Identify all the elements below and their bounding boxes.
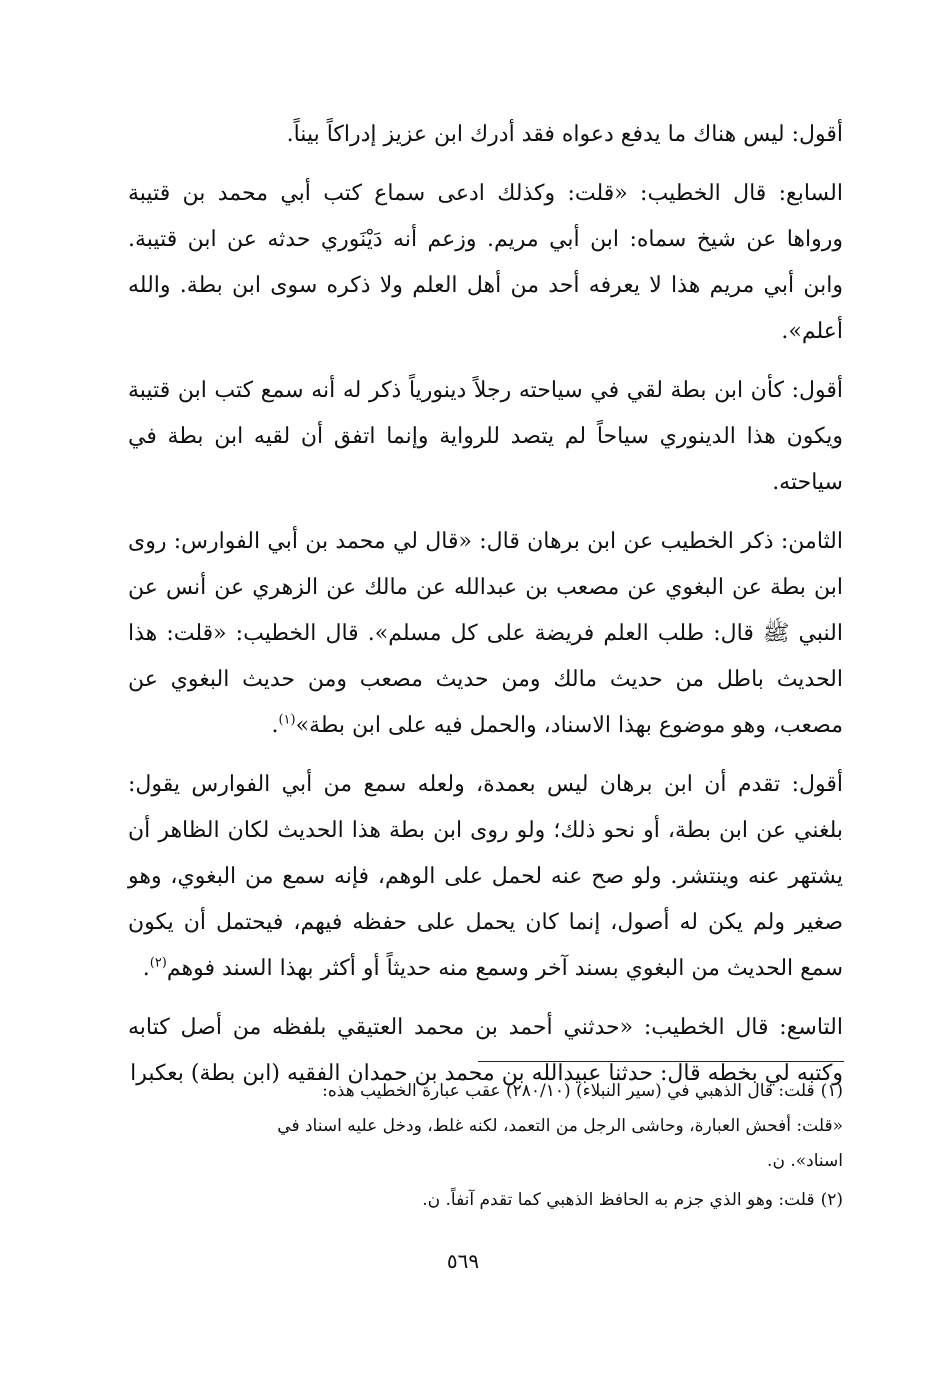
- paragraph-2: [128, 171, 843, 355]
- paragraph-1-text: أقول: ليس هناك ما يدفع دعواه فقد أدرك ابن عزيز إدراكاً بيناً.: [286, 122, 843, 147]
- paragraph-6-text: التاسع: قال الخطيب: «حدثني أحمد بن محمد العتيقي بلفظه من أصل كتابه وكتبه لي بخطه قال: حدثنا عبيدالله بن محمد بن حمدان الفقيه (ابن بطة) بعكبرا: [128, 1015, 843, 1086]
- paragraph-3: [128, 368, 843, 506]
- paragraph-4: [128, 519, 843, 749]
- paragraph-4-text: الثامن: ذكر الخطيب عن ابن برهان قال: «قال لي محمد بن أبي الفوارس: روى ابن بطة عن البغوي عن مصعب بن عبدالله عن مالك عن الزهري عن أنس عن النبي ﷺ قال: طلب العلم فريضة على كل مسلم». قال الخطيب: «قلت: هذا الحديث باطل من حديث مالك ومن حديث مصعب ومن حديث البغوي عن مصعب، وهو موضوع بهذا الاسناد، والحمل فيه على ابن بطة»: [128, 529, 843, 738]
- footnote-1: [128, 1074, 843, 1179]
- footnote-2-line-1-text: قلت: وهو الذي جزم به الحافظ الذهبي كما تقدم آنفاً. ن.: [422, 1190, 815, 1210]
- footnote-1-line-1-text: قلت: قال الذهبي في (سير النبلاء) (٢٨٠/١٠) عقب عبارة الخطيب هذه:: [322, 1081, 815, 1101]
- footnote-ref-2: (٢): [149, 955, 167, 971]
- footnote-2: [128, 1183, 843, 1218]
- main-text: [128, 112, 843, 1110]
- paragraph-5-text: أقول: تقدم أن ابن برهان ليس بعمدة، ولعله سمع من أبي الفوارس يقول: بلغني عن ابن بطة، أو نحو ذلك؛ ولو روى ابن بطة هذا الحديث لكان الظاهر أن يشتهر عنه وينتشر. ولو صح عنه لحمل على الوهم، فإنه سمع من البغوي، وهو صغير ولم يكن له أصول، إنما كان يحمل على حفظه فيهم، فيحتمل أن يكون سمع الحديث من البغوي بسند آخر وسمع منه حديثاً أو أكثر بهذا السند فوهم: [128, 772, 843, 981]
- paragraph-3-text: أقول: كأن ابن بطة لقي في سياحته رجلاً دينورياً ذكر له أنه سمع كتب ابن قتيبة ويكون هذا الدينوري سياحاً لم يتصد للرواية وإنما اتفق أن لقيه ابن بطة في سياحته.: [128, 378, 843, 495]
- page-number: ٥٦٩: [446, 1249, 480, 1273]
- footnote-1-line-2: «قلت: أفحش العبارة، وحاشى الرجل من التعمد، لكنه غلط، ودخل عليه اسناد في: [277, 1116, 843, 1136]
- footnote-2-line-1: [128, 1183, 843, 1218]
- footnote-divider: [478, 1061, 844, 1062]
- paragraph-5-end: .: [142, 956, 150, 981]
- paragraph-2-text: السابع: قال الخطيب: «قلت: وكذلك ادعى سماع كتب أبي محمد بن قتيبة ورواها عن شيخ سماه: ابن أبي مريم. وزعم أنه دَيْنَوري حدثه عن ابن قتيبة. وابن أبي مريم هذا لا يعرفه أحد من أهل العلم ولا ذكره سوى ابن بطة. والله أعلم».: [128, 181, 843, 344]
- footnote-1-line-1: [128, 1074, 843, 1109]
- footnotes: [128, 1074, 843, 1222]
- footnote-2-number: (٢): [820, 1190, 843, 1210]
- footnote-1-line-3: اسناد». ن.: [767, 1151, 843, 1171]
- footnote-ref-1: (١): [278, 712, 296, 728]
- paragraph-4-end: .: [271, 713, 279, 738]
- paragraph-1: [128, 112, 843, 158]
- footnote-1-number: (١): [820, 1081, 843, 1101]
- paragraph-5: [128, 762, 843, 992]
